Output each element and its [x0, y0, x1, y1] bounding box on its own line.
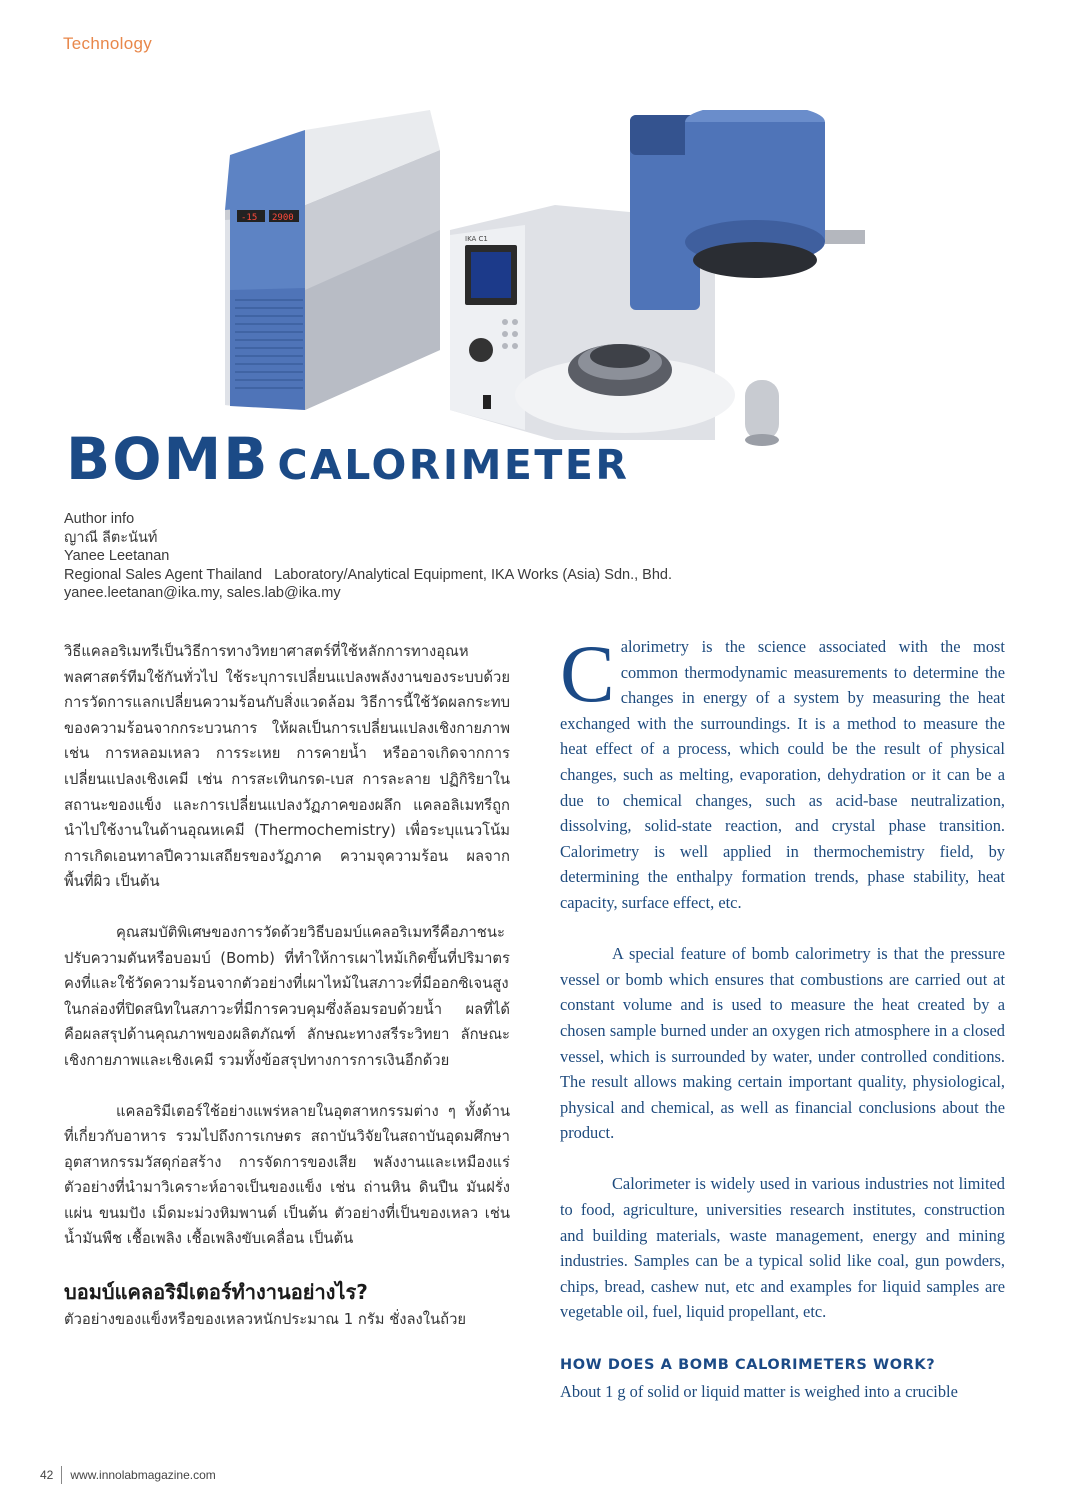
english-paragraph-1-text: alorimetry is the science associated with the most common thermodynamic measurements to determine the changes in energy of a system by measuring the heat exchanged with the surroundings. It is a method to measure the heat effect of a process, which could be the result of physical changes, such as melting, evaporation, dehydration or it can be a due to chemical changes, such as acid-base neutralization, dissolving, solid-state reaction, and crystal phase transition. Calorimetry is well applied in thermochemistry field, by determining the enthalpy formation trends, phase stability, heat capacity, surface effect, etc.: [560, 637, 1005, 912]
english-paragraph-4: About 1 g of solid or liquid matter is weighed into a crucible: [560, 1381, 958, 1401]
drop-cap: C: [560, 628, 615, 719]
calorimeter-illustration: [450, 110, 865, 446]
english-subheading: HOW DOES A BOMB CALORIMETERS WORK?: [560, 1356, 936, 1373]
author-email: yanee.leetanan@ika.my, sales.lab@ika.my: [64, 585, 341, 602]
english-paragraph-1: [560, 628, 1005, 916]
thai-paragraph-4: ตัวอย่างของแข็งหรือของเหลวหนักประมาณ 1 กรัม ชั่งลงในถ้วย: [64, 1311, 467, 1329]
footer-url: www.innolabmagazine.com: [70, 1468, 216, 1482]
title-bomb: BOMB: [66, 425, 270, 493]
author-heading: Author info: [64, 511, 135, 527]
english-column: [560, 628, 1005, 1404]
thai-subheading: บอมบ์แคลอริมีเตอร์ทำงานอย่างไร?: [64, 1280, 368, 1305]
thai-paragraph-2: คุณสมบัติพิเศษของการวัดด้วยวิธีบอมบ์แคลอริเมทรีคือภาชนะปรับความดันหรือบอมบ์ (Bomb) ที่ทำให้การเผาไหม้เกิดขึ้นที่ปริมาตรคงที่และใช้วัดความร้อนจากตัวอย่างที่เผาไหม้ในสภาวะที่มีออกซิเจนสูงในกล่องที่ปิดสนิทในสภาวะที่มีการควบคุมซึ่งล้อมรอบด้วยน้ำ ผลที่ได้คือผลสรุปด้านคุณภาพของผลิตภัณฑ์ ลักษณะทางสรีระวิทยา ลักษณะเชิงกายภาพและเชิงเคมี รวมทั้งข้อสรุปทางการการเงินอีกด้วย: [64, 923, 510, 1069]
author-role: Regional Sales Agent Thailand Laboratory/Analytical Equipment, IKA Works (Asia) Sdn., Bhd.: [64, 566, 672, 583]
thai-paragraph-3: แคลอริมีเตอร์ใช้อย่างแพร่หลายในอุตสาหกรรมต่าง ๆ ทั้งด้านที่เกี่ยวกับอาหาร รวมไปถึงการเกษตร สถาบันวิจัยในสถาบันอุดมศึกษา อุตสาหกรรมวัสดุก่อสร้าง การจัดการของเสีย พลังงานและเหมืองแร่ ตัวอย่างที่นำมาวิเคราะห์อาจเป็นของแข็ง เช่น ถ่านหิน ดินปืน มันฝรั่งแผ่น ขนมปัง เม็ดมะม่วงหิมพานต์ เป็นต้น ตัวอย่างที่เป็นของเหลว เช่น น้ำมันพืช เชื้อเพลิง เชื้อเพลิงขับเคลื่อน เป็นต้น: [64, 1102, 510, 1248]
cooling-unit-illustration: [225, 110, 440, 410]
author-name-th: ญาณี ลีตะนันท์: [64, 529, 158, 546]
section-tag: Technology: [63, 34, 153, 53]
svg-text:-15: -15: [241, 213, 258, 223]
author-name-en: Yanee Leetanan: [64, 548, 170, 565]
thai-column: [64, 639, 510, 1333]
svg-text:2900: 2900: [272, 213, 294, 223]
page-number: 42: [40, 1468, 54, 1482]
english-paragraph-2: A special feature of bomb calorimetry is that the pressure vessel or bomb which ensures that combustions are carried out at constant volume and is used to measure the heat created by a chosen sample burned under an oxygen rich atmosphere in a closed vessel, which is surrounded by water, under controlled conditions. The result allows making certain important quality, physiological, physical and chemical, as well as financial conclusions about the product.: [560, 944, 1005, 1143]
title-calorimeter: CALORIMETER: [277, 441, 630, 489]
device-label: IKA C1: [465, 235, 488, 243]
english-paragraph-3: Calorimeter is widely used in various industries not limited to food, agriculture, universities research institutes, construction and building materials, waste management, energy and mining industries. Samples can be a typical solid like coal, gun powders, chips, bread, cashew nut, etc and examples for liquid samples are vegetable oil, fuel, liquid propellant, etc.: [560, 1174, 1005, 1322]
author-info: [64, 510, 764, 603]
footer-divider: [61, 1466, 62, 1484]
thai-paragraph-1: วิธีแคลอริเมทรีเป็นวิธีการทางวิทยาศาสตร์ที่ใช้หลักการทางอุณหพลศาสตร์ทีมใช้กันทั่วไป ใช้ระบุการเปลี่ยนแปลงพลังงานของระบบด้วยการวัดการแลกเปลี่ยนความร้อนกับสิ่งแวดล้อม วิธีการนี้ใช้วัดผลกระทบของความร้อนจากกระบวนการ ให้ผลเป็นการเปลี่ยนแปลงเชิงกายภาพ เช่น การหลอมเหลว การระเหย การคายน้ำ หรืออาจเกิดจากการเปลี่ยนแปลงเชิงเคมี เช่น การสะเทินกรด-เบส การละลาย ปฏิกิริยาในสถานะของแข็ง และการเปลี่ยนแปลงวัฏภาคของผลึก แคลอลิเมทรีถูกนำไปใช้งานในด้านอุณหเคมี (Thermochemistry) เพื่อระบุแนวโน้มการเกิดเอนทาลปีความเสถียรของวัฏภาค ความจุความร้อน ผลจากพื้นที่ผิว เป็นต้น: [64, 643, 510, 891]
article-title: [66, 425, 629, 493]
page-footer: [40, 1466, 216, 1484]
